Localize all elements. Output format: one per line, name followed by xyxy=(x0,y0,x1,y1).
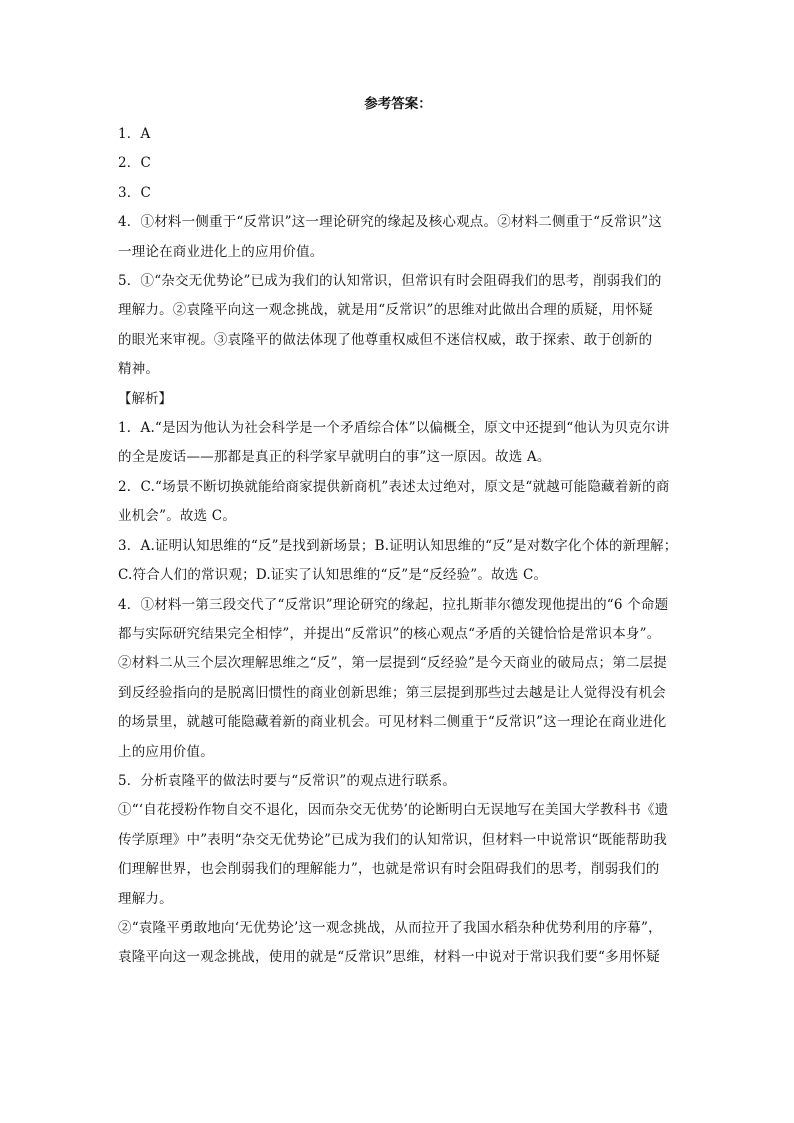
analysis-line: ①“‘自花授粉作物自交不退化，因而杂交无优势’的论断明白无误地写在美国大学教科书《遗 xyxy=(118,802,669,819)
analysis-heading: 【解析】 xyxy=(118,390,172,407)
analysis-line: 上的应用价值。 xyxy=(118,743,214,760)
analysis-line: 1．A.“是因为他认为社会科学是一个矛盾综合体”以偏概全，原文中还提到“他认为贝克尔讲 xyxy=(118,420,670,437)
analysis-line: 4．①材料一第三段交代了“反常识”理论研究的缘起，拉扎斯菲尔德发现他提出的“6 个命题 xyxy=(118,596,669,613)
document-page xyxy=(118,94,678,973)
analysis-line: 的全是废话——那都是真正的科学家早就明白的事”这一原因。故选 A。 xyxy=(118,449,551,466)
answer-list xyxy=(118,120,678,385)
answer-line: 的眼光来审视。③袁隆平的做法体现了他尊重权威但不迷信权威，敢于探索、敢于创新的 xyxy=(118,331,653,348)
analysis-list xyxy=(118,414,678,973)
analysis-line: C.符合人们的常识观；D.证实了认知思维的“反”是“反经验”。故选 C。 xyxy=(118,567,548,584)
answer-line: 1．A xyxy=(118,126,151,142)
answer-line: 理解力。②袁隆平向这一观念挑战，就是用“反常识”的思维对此做出合理的质疑，用怀疑 xyxy=(118,302,653,319)
analysis-line: ②材料二从三个层次理解思维之“反”，第一层提到“反经验”是今天商业的破局点；第二层提 xyxy=(118,655,668,672)
analysis-line: 都与实际研究结果完全相悖”，并提出“反常识”的核心观点“矛盾的关键恰恰是常识本身”。 xyxy=(118,625,661,642)
answer-line: 4．①材料一侧重于“反常识”这一理论研究的缘起及核心观点。②材料二侧重于“反常识”这 xyxy=(118,214,663,231)
analysis-line: 5．分析袁隆平的做法时要与“反常识”的观点进行联系。 xyxy=(118,772,457,789)
analysis-line: 3．A.证明认知思维的“反”是找到新场景；B.证明认知思维的“反”是对数字化个体的新理解； xyxy=(118,537,678,554)
analysis-line: 袁隆平向这一观念挑战，使用的就是“反常识”思维，材料一中说对于常识我们要“多用怀疑 xyxy=(118,949,660,966)
answer-line: 精神。 xyxy=(118,361,160,378)
answer-line: 3．C xyxy=(118,184,152,201)
answer-line: 2．C xyxy=(118,155,152,172)
answer-line: 5．①“杂交无优势论”已成为我们的认知常识，但常识有时会阻碍我们的思考，削弱我们的 xyxy=(118,273,662,290)
analysis-line: 2．C.“场景不断切换就能给商家提供新商机”表述太过绝对，原文是“就越可能隐藏着新的商 xyxy=(118,478,670,495)
analysis-line: 传学原理》中”表明“杂交无优势论”已成为我们的认知常识，但材料一中说常识“既能帮助我 xyxy=(118,831,668,848)
analysis-line: 理解力。 xyxy=(118,890,173,907)
analysis-line: 业机会”。故选 C。 xyxy=(118,508,237,525)
analysis-line: 到反经验指向的是脱离旧惯性的商业创新思维；第三层提到那些过去越是让人觉得没有机会 xyxy=(118,684,666,701)
analysis-line: 的场景里，就越可能隐藏着新的商业机会。可见材料二侧重于“反常识”这一理论在商业进化 xyxy=(118,714,667,731)
analysis-line: 们理解世界，也会削弱我们的理解能力”，也就是常识有时会阻碍我们的思考，削弱我们的 xyxy=(118,861,660,878)
answer-title: 参考答案： xyxy=(364,96,432,112)
answer-line: 一理论在商业进化上的应用价值。 xyxy=(118,243,324,260)
analysis-line: ②“袁隆平勇敢地向‘无优势论’这一观念挑战，从而拉开了我国水稻杂种优势利用的序幕”， xyxy=(118,919,662,936)
